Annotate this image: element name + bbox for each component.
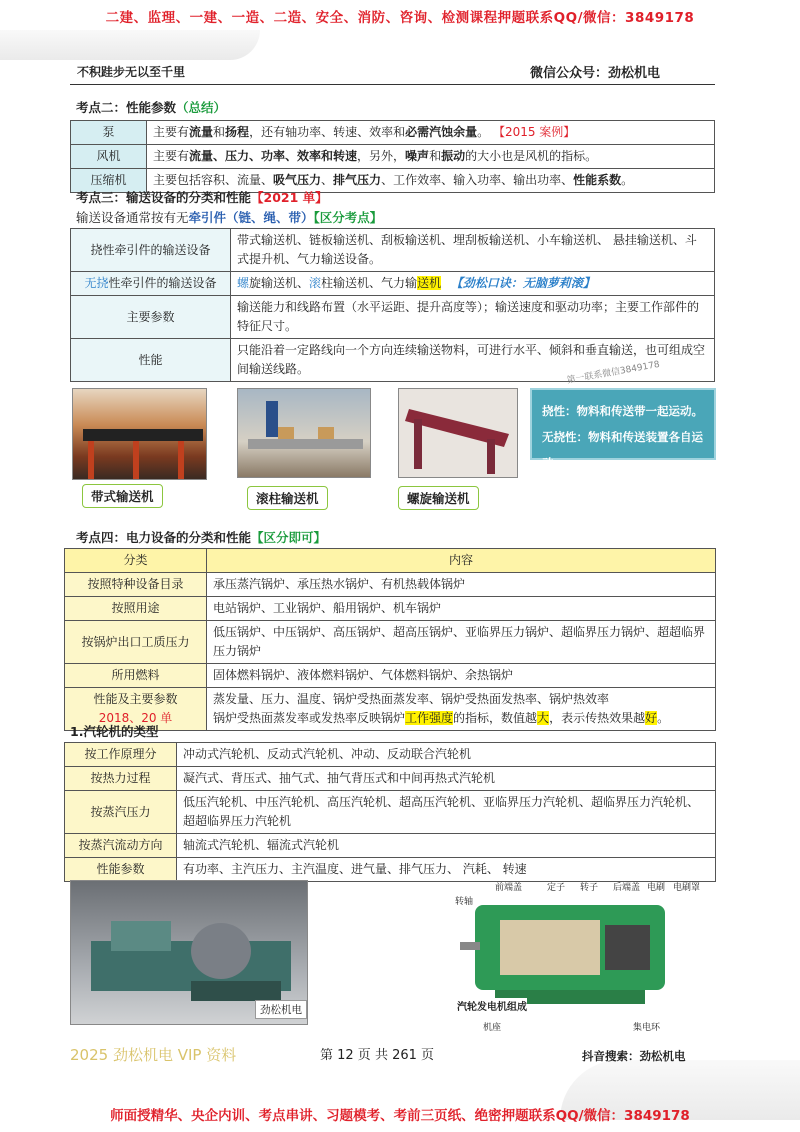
- text-highlight: 大: [537, 711, 550, 725]
- row-value: 低压锅炉、中压锅炉、高压锅炉、超高压锅炉、亚临界压力锅炉、超临界压力锅炉、超超临界压力锅炉: [207, 621, 716, 664]
- row-key: 性能: [71, 339, 231, 382]
- text-bold: 必需汽蚀余量: [405, 125, 478, 139]
- table-row: [65, 597, 716, 621]
- generator-diagram: [455, 880, 701, 1033]
- row-value: 低压汽轮机、中压汽轮机、高压汽轮机、超高压汽轮机、亚临界压力汽轮机、超临界压力汽轮机、超超临界压力汽轮机: [177, 791, 716, 834]
- mountain-decoration-top: [0, 30, 260, 60]
- gen-label: 转子: [580, 883, 599, 893]
- row-key: 泵: [71, 121, 147, 145]
- gen-label: 机座: [483, 1023, 502, 1033]
- row-key: 按工作原理分: [65, 743, 177, 767]
- text: 锅炉受热面蒸发率或发热率反映锅炉: [213, 711, 406, 725]
- table-row: [65, 743, 716, 767]
- row-key: 风机: [71, 145, 147, 169]
- note-line: 无挠性：物料和传送装置各自运动: [542, 430, 703, 470]
- section-title-4: [76, 528, 326, 546]
- boiler-table: [64, 548, 716, 731]
- row-value: 输送能力和线路布置（水平运距、提升高度等）；输送速度和驱动功率；主要工作部件的特征尺寸。: [231, 296, 715, 339]
- intro-tag: 【区分考点】: [313, 210, 383, 225]
- text: ，还有轴功率、转速、效率和: [249, 125, 406, 139]
- text: 蒸发量、压力、温度、锅炉受热面蒸发率、锅炉受热面发热率、锅炉热效率: [213, 692, 610, 706]
- text-bold: 噪声: [405, 149, 430, 163]
- text-bold: 排气压力: [333, 173, 382, 187]
- intro-text: 输送设备通常按有无: [76, 210, 189, 225]
- belt-conveyor-icon: [73, 389, 208, 481]
- turbine-caption: 劲松机电: [255, 1000, 307, 1019]
- text: 主要有: [153, 125, 190, 139]
- case-tag: 【2015 案例】: [492, 125, 576, 139]
- section-title-5: 1.汽轮机的类型: [70, 724, 159, 739]
- row-value: [207, 688, 716, 731]
- top-banner: 二建、监理、一建、一造、二造、安全、消防、咨询、检测课程押题联系QQ/微信：3849178: [105, 10, 695, 26]
- section-3-intro: [76, 208, 382, 226]
- text: ，另外，: [357, 149, 406, 163]
- text-bold: 流量: [189, 125, 214, 139]
- row-key: [71, 272, 231, 296]
- caption-roller: 滚柱输送机: [247, 486, 328, 510]
- intro-keyword: 牵引件（链、绳、带）: [188, 210, 314, 225]
- text-highlight: 工作强度: [405, 711, 454, 725]
- row-value: 只能沿着一定路线向一个方向连续输送物料，可进行水平、倾斜和垂直输送，也可组成空间输送线路。: [231, 339, 715, 382]
- row-value: 有功率、主汽压力、主汽温度、进气量、排气压力、 汽耗、 转速: [177, 858, 716, 882]
- text: 无挠: [84, 276, 109, 290]
- text: 主要包括容积、流量、: [153, 173, 274, 187]
- performance-params-table: [70, 120, 715, 193]
- exam-tag: 2018、20 单: [98, 711, 173, 725]
- section-2-tag: （总结）: [176, 100, 227, 115]
- row-key: 压缩机: [71, 169, 147, 193]
- text: 主要有: [153, 149, 190, 163]
- row-value: [147, 145, 715, 169]
- text: 螺: [237, 276, 250, 290]
- gen-label: 定子: [547, 883, 566, 893]
- row-value: 固体燃料锅炉、液体燃料锅炉、气体燃料锅炉、余热锅炉: [207, 664, 716, 688]
- row-value: 承压蒸汽锅炉、承压热水锅炉、有机热载体锅炉: [207, 573, 716, 597]
- row-key: 主要参数: [71, 296, 231, 339]
- table-row: [65, 573, 716, 597]
- bottom-banner: 师面授精华、央企内训、考点串讲、习题模考、考前三页纸、绝密押题联系QQ/微信：3849178: [110, 1108, 690, 1124]
- gen-label: 前端盖: [495, 883, 523, 893]
- section-4-tag: 【区分即可】: [251, 530, 327, 545]
- row-key: 按热力过程: [65, 767, 177, 791]
- gen-label: 电刷: [647, 883, 666, 893]
- section-4-title: 考点四：电力设备的分类和性能: [76, 530, 252, 545]
- text: 。: [477, 125, 490, 139]
- text-bold: 振动: [441, 149, 466, 163]
- douyin-search: 抖音搜索：劲松机电: [582, 1049, 686, 1063]
- text: 的大小也是风机的指标。: [465, 149, 598, 163]
- table-row: [71, 272, 715, 296]
- row-key: 挠性牵引件的输送设备: [71, 229, 231, 272]
- row-key: 按蒸汽流动方向: [65, 834, 177, 858]
- mnemonic: 【劲松口诀：无脑萝莉滚】: [450, 276, 595, 290]
- table-row: [65, 858, 716, 882]
- roller-conveyor-image: [237, 388, 371, 478]
- note-box: [530, 388, 716, 470]
- text: 滚: [309, 276, 322, 290]
- table-row: [65, 688, 716, 731]
- conveyor-table: [70, 228, 715, 382]
- gen-label: 后端盖: [613, 883, 641, 893]
- text: 旋输送机、: [249, 276, 310, 290]
- row-value: 凝汽式、背压式、抽气式、抽气背压式和中间再热式汽轮机: [177, 767, 716, 791]
- row-key: 按照特种设备目录: [65, 573, 207, 597]
- section-3-title: 考点三：输送设备的分类和性能: [76, 190, 252, 205]
- text-highlight: 送机: [417, 276, 442, 290]
- header-motto: 不积跬步无以至千里: [77, 65, 186, 79]
- text-bold: 流量、压力、功率、效率和转速: [189, 149, 358, 163]
- row-key: 按蒸汽压力: [65, 791, 177, 834]
- text: 、: [321, 173, 334, 187]
- row-key: 性能参数: [65, 858, 177, 882]
- text: 。: [657, 711, 670, 725]
- row-key-label: 性能及主要参数: [93, 692, 178, 706]
- row-value: 轴流式汽轮机、辐流式汽轮机: [177, 834, 716, 858]
- text: 柱输送机、气力输: [321, 276, 418, 290]
- text: 的指标，数值越: [453, 711, 538, 725]
- row-key: 按照用途: [65, 597, 207, 621]
- header-wechat: 微信公众号：劲松机电: [530, 66, 661, 81]
- row-value: 带式输送机、链板输送机、刮板输送机、埋刮板输送机、小车输送机、 悬挂输送机、斗式提升机、气力输送设备。: [231, 229, 715, 272]
- gen-label: 集电环: [633, 1023, 661, 1033]
- header-divider: [70, 84, 715, 85]
- table-row: [65, 791, 716, 834]
- table-row: [65, 621, 716, 664]
- section-title-2: [76, 98, 226, 116]
- section-3-tag: 【2021 单】: [251, 190, 328, 205]
- gen-label: 转轴: [455, 897, 474, 907]
- row-key: 所用燃料: [65, 664, 207, 688]
- row-value: 电站锅炉、工业锅炉、船用锅炉、机车锅炉: [207, 597, 716, 621]
- table-row: [65, 767, 716, 791]
- screw-conveyor-image: [398, 388, 518, 478]
- row-value: [231, 272, 715, 296]
- row-value: [147, 121, 715, 145]
- table-row: [71, 229, 715, 272]
- page-number: 第 12 页 共 261 页: [320, 1048, 435, 1063]
- text: 、工作效率、输入功率、输出功率、: [381, 173, 574, 187]
- column-header: 分类: [65, 549, 207, 573]
- text-bold: 吸气压力: [273, 173, 322, 187]
- text-highlight: 好: [645, 711, 658, 725]
- turbine-table: [64, 742, 716, 882]
- screw-conveyor-icon: [399, 389, 519, 479]
- generator-caption: 汽轮发电机组成: [457, 998, 527, 1013]
- table-row: [71, 145, 715, 169]
- table-header-row: [65, 549, 716, 573]
- table-row: [71, 121, 715, 145]
- table-row: [71, 296, 715, 339]
- column-header: 内容: [207, 549, 716, 573]
- row-value: 冲动式汽轮机、反动式汽轮机、冲动、反动联合汽轮机: [177, 743, 716, 767]
- note-line: 挠性：物料和传送带一起运动。: [542, 404, 703, 418]
- section-title-3: [76, 188, 328, 206]
- text-bold: 性能系数: [573, 173, 622, 187]
- roller-conveyor-icon: [238, 389, 372, 479]
- watermark: 第一联系微信3849178: [566, 359, 661, 387]
- table-row: [65, 834, 716, 858]
- row-key: 按锅炉出口工质压力: [65, 621, 207, 664]
- text: ，表示传热效果越: [549, 711, 646, 725]
- section-2-title: 考点二：性能参数: [76, 100, 177, 115]
- text: 性牵引件的输送设备: [108, 276, 217, 290]
- text-bold: 扬程: [225, 125, 250, 139]
- footer-brand: 2025 劲松机电 VIP 资料: [70, 1046, 237, 1064]
- text: 和: [213, 125, 226, 139]
- belt-conveyor-image: [72, 388, 207, 480]
- table-row: [65, 664, 716, 688]
- caption-belt: 带式输送机: [82, 484, 163, 508]
- text: 和: [429, 149, 442, 163]
- caption-screw: 螺旋输送机: [398, 486, 479, 510]
- text: 。: [621, 173, 634, 187]
- text-line: [213, 709, 709, 728]
- gen-label: 电刷罩: [673, 883, 701, 893]
